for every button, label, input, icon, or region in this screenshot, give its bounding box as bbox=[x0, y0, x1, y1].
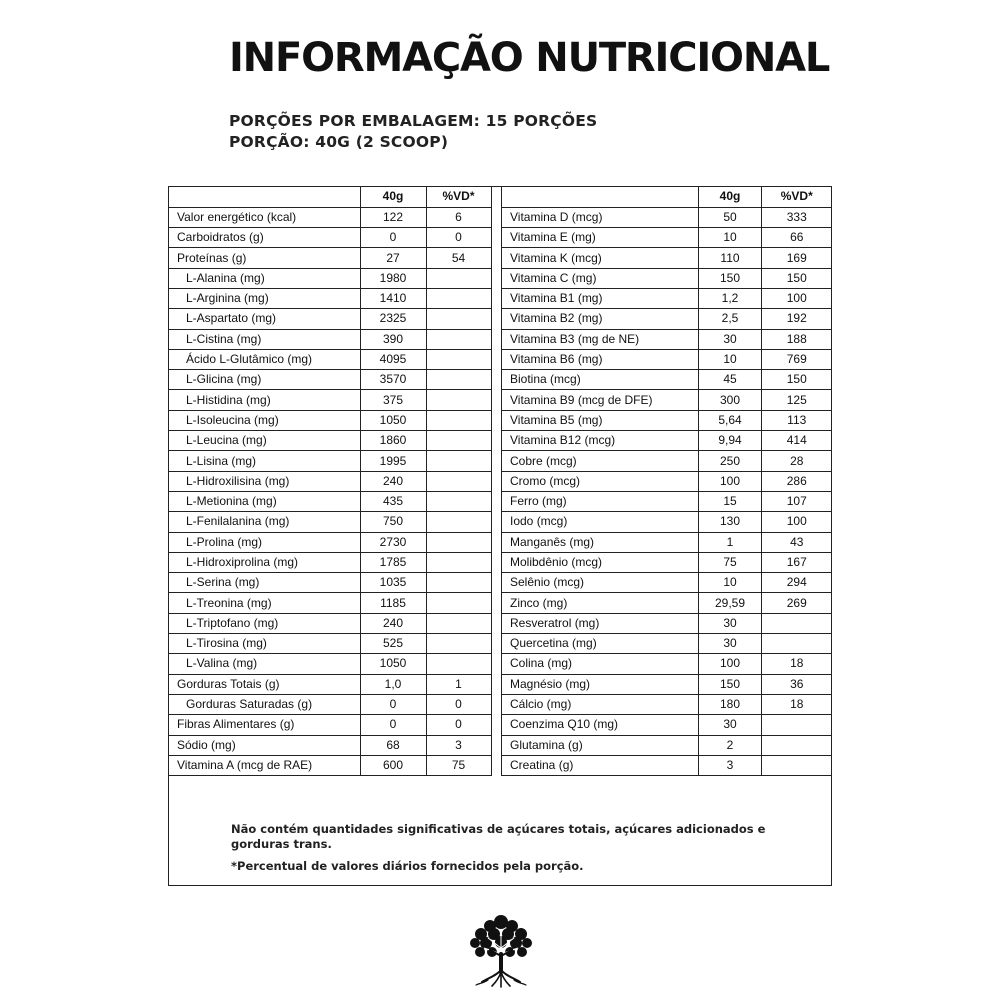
nutrient-name: L-Fenilalanina (mg) bbox=[169, 512, 360, 532]
amount-value: 10 bbox=[699, 228, 762, 248]
amount-value: 15 bbox=[699, 491, 762, 511]
table-row bbox=[169, 694, 491, 714]
table-row bbox=[502, 329, 832, 349]
nutrient-name: Manganês (mg) bbox=[502, 532, 699, 552]
page-title: INFORMAÇÃO NUTRICIONAL bbox=[229, 35, 830, 81]
table-row bbox=[169, 268, 491, 288]
amount-value: 150 bbox=[699, 268, 762, 288]
amount-value: 9,94 bbox=[699, 431, 762, 451]
nutrient-name: L-Tirosina (mg) bbox=[169, 634, 360, 654]
daily-value: 192 bbox=[762, 309, 832, 329]
daily-value: 28 bbox=[762, 451, 832, 471]
table-row bbox=[169, 228, 491, 248]
nutrient-name: L-Alanina (mg) bbox=[169, 268, 360, 288]
nutrient-name: Coenzima Q10 (mg) bbox=[502, 715, 699, 735]
nutrient-name: Vitamina B6 (mg) bbox=[502, 349, 699, 369]
table-row bbox=[169, 451, 491, 471]
table-row bbox=[502, 370, 832, 390]
nutrient-name: Ferro (mg) bbox=[502, 491, 699, 511]
nutrient-name: Vitamina K (mcg) bbox=[502, 248, 699, 268]
table-row bbox=[502, 573, 832, 593]
table-row bbox=[169, 207, 491, 227]
nutrient-name: L-Isoleucina (mg) bbox=[169, 410, 360, 430]
table-row bbox=[502, 288, 832, 308]
table-row bbox=[169, 654, 491, 674]
nutrient-name: Selênio (mcg) bbox=[502, 573, 699, 593]
daily-value bbox=[426, 268, 491, 288]
amount-value: 180 bbox=[699, 694, 762, 714]
daily-value: 333 bbox=[762, 207, 832, 227]
nutrient-name: L-Triptofano (mg) bbox=[169, 613, 360, 633]
daily-value: 6 bbox=[426, 207, 491, 227]
table-row bbox=[502, 735, 832, 755]
nutrient-name: L-Lisina (mg) bbox=[169, 451, 360, 471]
tree-of-life-icon bbox=[466, 910, 536, 990]
amount-value: 0 bbox=[360, 715, 426, 735]
daily-value bbox=[762, 613, 832, 633]
nutrient-name: L-Metionina (mg) bbox=[169, 491, 360, 511]
table-row bbox=[502, 694, 832, 714]
nutrient-name: L-Prolina (mg) bbox=[169, 532, 360, 552]
nutrient-name: Valor energético (kcal) bbox=[169, 207, 360, 227]
nutrient-name: Vitamina B5 (mg) bbox=[502, 410, 699, 430]
table-row bbox=[169, 755, 491, 775]
daily-value bbox=[426, 329, 491, 349]
nutrient-name: Proteínas (g) bbox=[169, 248, 360, 268]
amount-value: 150 bbox=[699, 674, 762, 694]
nutrient-name: L-Glicina (mg) bbox=[169, 370, 360, 390]
daily-value: 18 bbox=[762, 694, 832, 714]
table-row bbox=[169, 512, 491, 532]
daily-value: 100 bbox=[762, 288, 832, 308]
nutrient-name: Biotina (mcg) bbox=[502, 370, 699, 390]
amount-value: 0 bbox=[360, 694, 426, 714]
nutrient-name: L-Cistina (mg) bbox=[169, 329, 360, 349]
daily-value: 150 bbox=[762, 268, 832, 288]
amount-value: 1410 bbox=[360, 288, 426, 308]
daily-value: 3 bbox=[426, 735, 491, 755]
table-row bbox=[169, 552, 491, 572]
daily-value bbox=[426, 593, 491, 613]
amount-value: 1980 bbox=[360, 268, 426, 288]
table-row bbox=[502, 207, 832, 227]
table-row bbox=[502, 755, 832, 775]
nutrition-table-left bbox=[169, 187, 492, 776]
table-row bbox=[169, 349, 491, 369]
amount-value: 375 bbox=[360, 390, 426, 410]
daily-value bbox=[426, 451, 491, 471]
daily-value: 66 bbox=[762, 228, 832, 248]
nutrient-name: Carboidratos (g) bbox=[169, 228, 360, 248]
amount-value: 30 bbox=[699, 613, 762, 633]
amount-value: 50 bbox=[699, 207, 762, 227]
amount-value: 29,59 bbox=[699, 593, 762, 613]
daily-value bbox=[426, 613, 491, 633]
table-row bbox=[502, 228, 832, 248]
amount-value: 300 bbox=[699, 390, 762, 410]
daily-value: 769 bbox=[762, 349, 832, 369]
table-row bbox=[502, 390, 832, 410]
amount-value: 435 bbox=[360, 491, 426, 511]
table-row bbox=[502, 451, 832, 471]
amount-value: 27 bbox=[360, 248, 426, 268]
amount-value: 75 bbox=[699, 552, 762, 572]
amount-value: 1,0 bbox=[360, 674, 426, 694]
table-header-row bbox=[169, 187, 491, 207]
amount-value: 2,5 bbox=[699, 309, 762, 329]
table-row bbox=[169, 288, 491, 308]
daily-value: 294 bbox=[762, 573, 832, 593]
daily-value bbox=[426, 349, 491, 369]
footnote-sugars: Não contém quantidades significativas de açúcares totais, açúcares adicionados e gorduras trans. bbox=[231, 822, 766, 851]
nutrient-name: L-Histidina (mg) bbox=[169, 390, 360, 410]
amount-value: 1035 bbox=[360, 573, 426, 593]
nutrient-name: Cromo (mcg) bbox=[502, 471, 699, 491]
table-row bbox=[169, 329, 491, 349]
daily-value: 18 bbox=[762, 654, 832, 674]
table-row bbox=[169, 491, 491, 511]
table-row bbox=[502, 512, 832, 532]
daily-value: 0 bbox=[426, 715, 491, 735]
table-row bbox=[169, 674, 491, 694]
nutrient-name: Vitamina B3 (mg de NE) bbox=[502, 329, 699, 349]
nutrient-name: Vitamina B1 (mg) bbox=[502, 288, 699, 308]
nutrient-name: Cobre (mcg) bbox=[502, 451, 699, 471]
nutrient-name: Cálcio (mg) bbox=[502, 694, 699, 714]
daily-value: 269 bbox=[762, 593, 832, 613]
amount-value: 240 bbox=[360, 471, 426, 491]
daily-value bbox=[762, 715, 832, 735]
amount-value: 250 bbox=[699, 451, 762, 471]
amount-value: 100 bbox=[699, 471, 762, 491]
amount-value: 100 bbox=[699, 654, 762, 674]
table-row bbox=[169, 390, 491, 410]
table-row bbox=[502, 613, 832, 633]
daily-value: 150 bbox=[762, 370, 832, 390]
daily-value bbox=[762, 735, 832, 755]
amount-value: 750 bbox=[360, 512, 426, 532]
amount-value: 130 bbox=[699, 512, 762, 532]
header-nutrient bbox=[169, 187, 360, 207]
table-row bbox=[502, 410, 832, 430]
nutrient-name: Vitamina D (mcg) bbox=[502, 207, 699, 227]
table-row bbox=[169, 573, 491, 593]
daily-value bbox=[426, 288, 491, 308]
table-row bbox=[169, 471, 491, 491]
header-daily-value: %VD* bbox=[426, 187, 491, 207]
table-row bbox=[169, 715, 491, 735]
header-daily-value: %VD* bbox=[762, 187, 832, 207]
daily-value bbox=[426, 532, 491, 552]
table-row bbox=[502, 634, 832, 654]
nutrient-name: Quercetina (mg) bbox=[502, 634, 699, 654]
table-row bbox=[169, 248, 491, 268]
daily-value: 167 bbox=[762, 552, 832, 572]
amount-value: 0 bbox=[360, 228, 426, 248]
footnote-daily-value: *Percentual de valores diários fornecidos pela porção. bbox=[231, 859, 584, 873]
footnotes bbox=[231, 822, 811, 874]
table-row bbox=[502, 431, 832, 451]
table-row bbox=[169, 613, 491, 633]
amount-value: 1995 bbox=[360, 451, 426, 471]
amount-value: 1860 bbox=[360, 431, 426, 451]
daily-value: 286 bbox=[762, 471, 832, 491]
amount-value: 68 bbox=[360, 735, 426, 755]
nutrient-name: Glutamina (g) bbox=[502, 735, 699, 755]
nutrient-name: Fibras Alimentares (g) bbox=[169, 715, 360, 735]
amount-value: 1050 bbox=[360, 410, 426, 430]
amount-value: 122 bbox=[360, 207, 426, 227]
daily-value: 107 bbox=[762, 491, 832, 511]
amount-value: 10 bbox=[699, 349, 762, 369]
daily-value bbox=[762, 755, 832, 775]
amount-value: 240 bbox=[360, 613, 426, 633]
table-row bbox=[169, 410, 491, 430]
daily-value bbox=[426, 431, 491, 451]
daily-value: 0 bbox=[426, 228, 491, 248]
table-row bbox=[502, 715, 832, 735]
daily-value bbox=[426, 573, 491, 593]
amount-value: 2730 bbox=[360, 532, 426, 552]
amount-value: 1050 bbox=[360, 654, 426, 674]
daily-value: 36 bbox=[762, 674, 832, 694]
daily-value: 75 bbox=[426, 755, 491, 775]
nutrient-name: Vitamina A (mcg de RAE) bbox=[169, 755, 360, 775]
nutrient-name: Vitamina E (mg) bbox=[502, 228, 699, 248]
nutrient-name: L-Aspartato (mg) bbox=[169, 309, 360, 329]
amount-value: 30 bbox=[699, 634, 762, 654]
table-row bbox=[169, 431, 491, 451]
table-row bbox=[502, 268, 832, 288]
amount-value: 4095 bbox=[360, 349, 426, 369]
nutrient-name: Zinco (mg) bbox=[502, 593, 699, 613]
amount-value: 600 bbox=[360, 755, 426, 775]
amount-value: 3570 bbox=[360, 370, 426, 390]
amount-value: 110 bbox=[699, 248, 762, 268]
nutrition-table-right bbox=[501, 187, 832, 776]
header-amount: 40g bbox=[699, 187, 762, 207]
amount-value: 30 bbox=[699, 329, 762, 349]
table-row bbox=[502, 471, 832, 491]
amount-value: 3 bbox=[699, 755, 762, 775]
amount-value: 1 bbox=[699, 532, 762, 552]
daily-value bbox=[426, 512, 491, 532]
daily-value: 100 bbox=[762, 512, 832, 532]
table-row bbox=[502, 491, 832, 511]
daily-value: 0 bbox=[426, 694, 491, 714]
nutrient-name: Vitamina B9 (mcg de DFE) bbox=[502, 390, 699, 410]
amount-value: 45 bbox=[699, 370, 762, 390]
servings-per-package: PORÇÕES POR EMBALAGEM: 15 PORÇÕES bbox=[229, 112, 598, 130]
nutrient-name: Sódio (mg) bbox=[169, 735, 360, 755]
nutrient-name: L-Valina (mg) bbox=[169, 654, 360, 674]
daily-value: 113 bbox=[762, 410, 832, 430]
table-row bbox=[502, 593, 832, 613]
header-nutrient bbox=[502, 187, 699, 207]
nutrient-name: Ácido L-Glutâmico (mg) bbox=[169, 349, 360, 369]
amount-value: 30 bbox=[699, 715, 762, 735]
daily-value: 188 bbox=[762, 329, 832, 349]
daily-value: 1 bbox=[426, 674, 491, 694]
nutrient-name: Gorduras Saturadas (g) bbox=[169, 694, 360, 714]
table-header-row bbox=[502, 187, 832, 207]
daily-value bbox=[426, 309, 491, 329]
portion-size: PORÇÃO: 40G (2 SCOOP) bbox=[229, 133, 449, 151]
nutrient-name: L-Hidroxiprolina (mg) bbox=[169, 552, 360, 572]
nutrient-name: Resveratrol (mg) bbox=[502, 613, 699, 633]
amount-value: 390 bbox=[360, 329, 426, 349]
table-row bbox=[502, 309, 832, 329]
daily-value bbox=[426, 654, 491, 674]
nutrient-name: Magnésio (mg) bbox=[502, 674, 699, 694]
amount-value: 2325 bbox=[360, 309, 426, 329]
nutrient-name: Vitamina B2 (mg) bbox=[502, 309, 699, 329]
daily-value bbox=[426, 410, 491, 430]
table-row bbox=[502, 674, 832, 694]
daily-value bbox=[426, 390, 491, 410]
daily-value: 54 bbox=[426, 248, 491, 268]
daily-value bbox=[426, 552, 491, 572]
daily-value bbox=[762, 634, 832, 654]
nutrient-name: L-Leucina (mg) bbox=[169, 431, 360, 451]
daily-value bbox=[426, 634, 491, 654]
table-row bbox=[169, 309, 491, 329]
nutrient-name: Gorduras Totais (g) bbox=[169, 674, 360, 694]
nutrient-name: L-Serina (mg) bbox=[169, 573, 360, 593]
table-row bbox=[502, 552, 832, 572]
amount-value: 2 bbox=[699, 735, 762, 755]
daily-value: 414 bbox=[762, 431, 832, 451]
amount-value: 1,2 bbox=[699, 288, 762, 308]
daily-value bbox=[426, 471, 491, 491]
daily-value: 43 bbox=[762, 532, 832, 552]
amount-value: 10 bbox=[699, 573, 762, 593]
amount-value: 1785 bbox=[360, 552, 426, 572]
table-row bbox=[169, 532, 491, 552]
table-row bbox=[169, 735, 491, 755]
table-row bbox=[169, 593, 491, 613]
table-row bbox=[169, 634, 491, 654]
table-row bbox=[502, 349, 832, 369]
table-row bbox=[502, 654, 832, 674]
nutrient-name: Vitamina B12 (mcg) bbox=[502, 431, 699, 451]
amount-value: 525 bbox=[360, 634, 426, 654]
nutrient-name: L-Treonina (mg) bbox=[169, 593, 360, 613]
nutrient-name: Vitamina C (mg) bbox=[502, 268, 699, 288]
header-amount: 40g bbox=[360, 187, 426, 207]
daily-value: 169 bbox=[762, 248, 832, 268]
daily-value bbox=[426, 370, 491, 390]
table-row bbox=[502, 532, 832, 552]
nutrient-name: Iodo (mcg) bbox=[502, 512, 699, 532]
nutrient-name: Creatina (g) bbox=[502, 755, 699, 775]
amount-value: 5,64 bbox=[699, 410, 762, 430]
amount-value: 1185 bbox=[360, 593, 426, 613]
nutrient-name: Molibdênio (mcg) bbox=[502, 552, 699, 572]
daily-value: 125 bbox=[762, 390, 832, 410]
daily-value bbox=[426, 491, 491, 511]
table-row bbox=[169, 370, 491, 390]
nutrient-name: L-Hidroxilisina (mg) bbox=[169, 471, 360, 491]
table-row bbox=[502, 248, 832, 268]
nutrient-name: Colina (mg) bbox=[502, 654, 699, 674]
nutrient-name: L-Arginina (mg) bbox=[169, 288, 360, 308]
